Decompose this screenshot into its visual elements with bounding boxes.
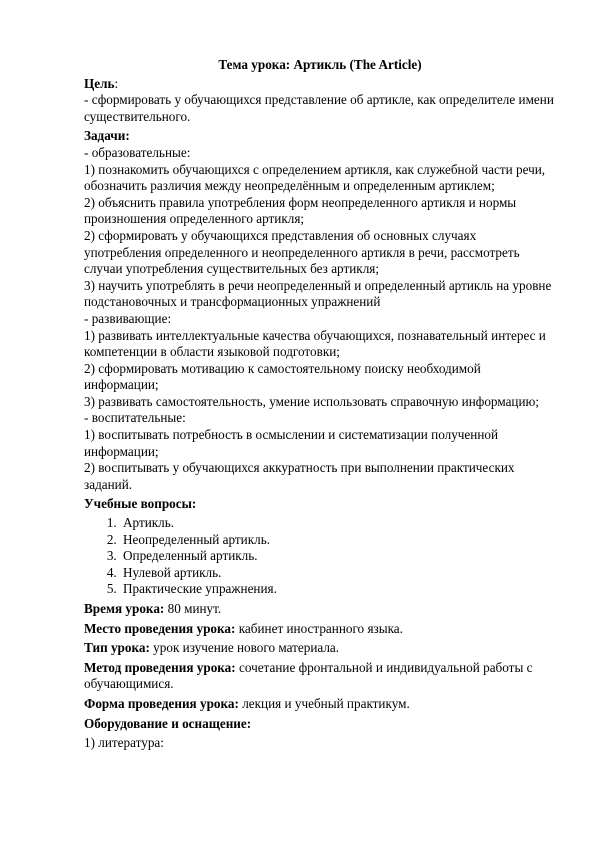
goal-colon: :: [114, 75, 119, 91]
upbringing-task-item: 1) воспитывать потребность в осмыслении и систематизации полученной информации;: [84, 427, 499, 459]
edu-task-item: 1) познакомить обучающихся с определением артикля, как служебной части речи, обозначить различия между неопределённым и определенным артиклем;: [84, 161, 546, 194]
dev-tasks-label: - развивающие:: [84, 310, 172, 326]
question-item: 5. Практические упражнения.: [120, 581, 556, 598]
equipment-heading: Оборудование и оснащение:: [84, 715, 252, 731]
edu-task-item: 2) объяснить правила употребления форм неопределенного артикля и нормы произношения определенного артикля;: [84, 194, 517, 227]
equipment-item: 1) литература:: [84, 735, 164, 751]
upbringing-tasks-label: - воспитательные:: [84, 410, 186, 426]
time-value: 80 минут.: [164, 601, 222, 616]
form-label: Форма проведения урока:: [84, 695, 239, 711]
lesson-method: [84, 660, 556, 693]
type-value: урок изучение нового материала.: [149, 640, 340, 656]
lesson-time: [84, 601, 556, 618]
edu-tasks-label: - образовательные:: [84, 144, 191, 160]
lesson-form: [84, 696, 556, 713]
method-value: сочетание фронтальной и индивидуальной работы с обучающимися.: [84, 659, 533, 692]
lesson-type: [84, 640, 556, 657]
lesson-title: Тема урока: Артикль (The Article): [218, 57, 422, 72]
questions-list: [84, 515, 556, 598]
dev-task-item: 2) сформировать мотивацию к самостоятельному поиску необходимой информации;: [84, 360, 481, 393]
edu-task-item: 2) сформировать у обучающихся представления об основных случаях употребления определенного и неопределенного артикля в речи, рассмотреть случаи употребления существительных без артикля;: [84, 227, 520, 277]
questions-heading: Учебные вопросы:: [84, 496, 197, 512]
question-item: 1. Артикль.: [120, 515, 556, 532]
goal-text: - сформировать у обучающихся представление об артикле, как определителе имени существительного.: [84, 92, 554, 124]
edu-task-item: 3) научить употреблять в речи неопределенный и определенный артикль на уровне подстановочных и трансформационных упражнений: [84, 277, 552, 310]
question-item: 4. Нулевой артикль.: [120, 565, 556, 582]
place-value: кабинет иностранного языка.: [235, 620, 403, 636]
method-label: Метод проведения урока:: [84, 659, 236, 675]
document-body: [84, 57, 556, 752]
question-item: 2. Неопределенный артикль.: [120, 532, 556, 549]
goal-heading: [84, 76, 556, 93]
dev-task-item: 1) развивать интеллектуальные качества обучающихся, познавательный интерес и компетенции в области языковой подготовки;: [84, 327, 546, 360]
upbringing-task-item: 2) воспитывать у обучающихся аккуратность при выполнении практических заданий.: [84, 460, 515, 492]
time-label: Время урока:: [84, 601, 165, 616]
question-item: 3. Определенный артикль.: [120, 548, 556, 565]
lesson-place: [84, 621, 556, 638]
goal-label: Цель: [84, 75, 115, 91]
tasks-heading: Задачи:: [84, 128, 130, 144]
place-label: Место проведения урока:: [84, 620, 236, 636]
type-label: Тип урока:: [84, 640, 150, 656]
form-value: лекция и учебный практикум.: [238, 695, 410, 711]
dev-task-item: 3) развивать самостоятельность, умение использовать справочную информацию;: [84, 393, 540, 409]
